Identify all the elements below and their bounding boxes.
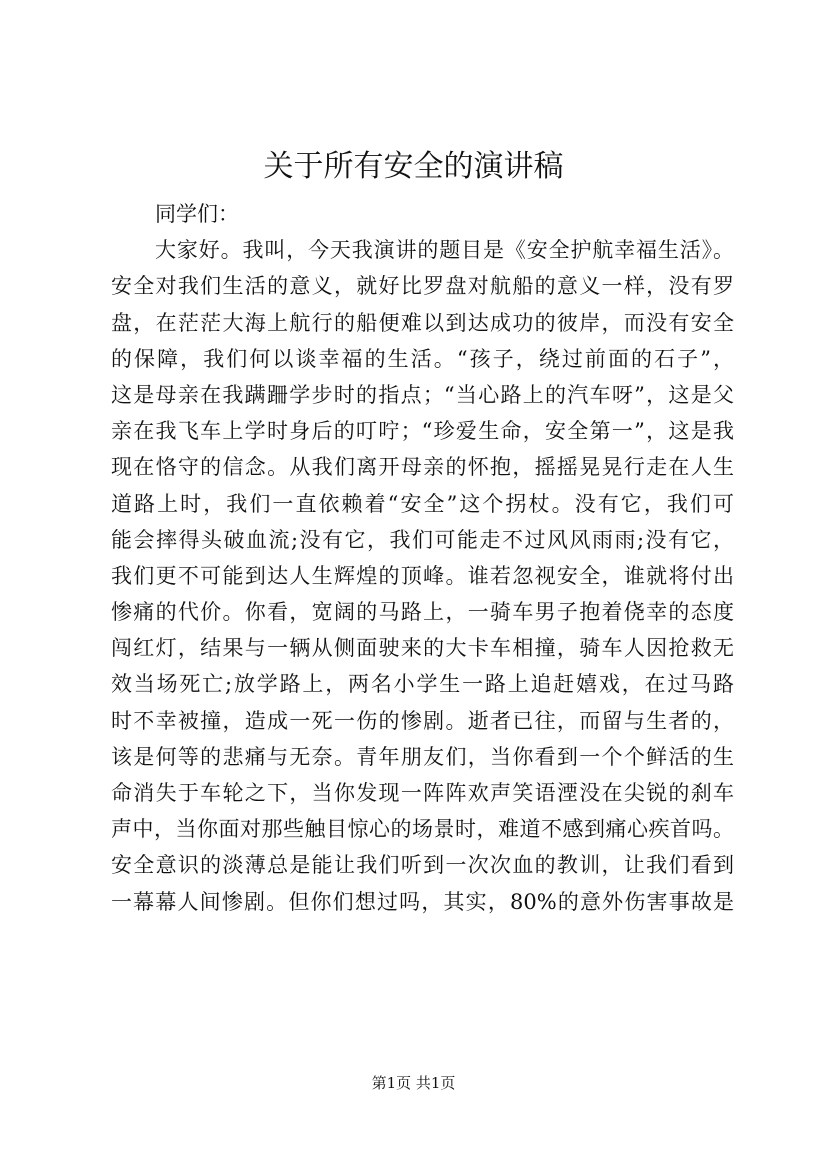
paragraph-line: 命消失于车轮之下，当你发现一阵阵欢声笑语湮没在尖锐的刹车 (111, 781, 734, 805)
paragraph-line: 这是母亲在我蹒跚学步时的指点；“当心路上的汽车呀”，这是父 (111, 382, 734, 407)
paragraph-line: 我们更不可能到达人生辉煌的顶峰。谁若忽视安全，谁就将付出 (111, 563, 734, 588)
paragraph-line: 大家好。我叫，今天我演讲的题目是《安全护航幸福生活》。 (155, 238, 734, 263)
paragraph-line: 时不幸被撞，造成一死一伤的惨剧。逝者已往，而留与生者的， (111, 708, 734, 733)
paragraph-line: 能会摔得头破血流;没有它，我们可能走不过风风雨雨;没有它， (111, 527, 734, 552)
paragraph-line: 盘，在茫茫大海上航行的船便难以到达成功的彼岸，而没有安全 (111, 310, 734, 335)
page-footer: 第1页 共1页 (371, 1074, 456, 1092)
paragraph-line: 道路上时，我们一直依赖着“安全”这个拐杖。没有它，我们可 (111, 491, 734, 516)
paragraph-line: 一幕幕人间惨剧。但你们想过吗，其实，80%的意外伤害事故是 (111, 889, 734, 914)
document-body (111, 196, 734, 920)
paragraph-line: 该是何等的悲痛与无奈。青年朋友们，当你看到一个个鲜活的生 (111, 744, 734, 769)
document-title: 关于所有安全的演讲稿 (263, 149, 564, 184)
paragraph-line: 声中，当你面对那些触目惊心的场景时，难道不感到痛心疾首吗。 (111, 817, 734, 842)
salutation-line: 同学们： (155, 202, 239, 226)
paragraph-line: 安全对我们生活的意义，就好比罗盘对航船的意义一样，没有罗 (111, 274, 734, 299)
paragraph-line: 现在恪守的信念。从我们离开母亲的怀抱，摇摇晃晃行走在人生 (111, 455, 734, 480)
paragraph-line: 效当场死亡;放学路上，两名小学生一路上追赶嬉戏，在过马路 (111, 672, 734, 697)
paragraph-line: 惨痛的代价。你看，宽阔的马路上，一骑车男子抱着侥幸的态度 (111, 600, 734, 625)
paragraph-line: 的保障，我们何以谈幸福的生活。“孩子，绕过前面的石子”， (111, 346, 734, 371)
paragraph-line: 安全意识的淡薄总是能让我们听到一次次血的教训，让我们看到 (111, 853, 734, 878)
paragraph-line: 闯红灯，结果与一辆从侧面驶来的大卡车相撞，骑车人因抢救无 (111, 636, 734, 661)
paragraph-line: 亲在我飞车上学时身后的叮咛；“珍爱生命，安全第一”，这是我 (111, 419, 734, 444)
